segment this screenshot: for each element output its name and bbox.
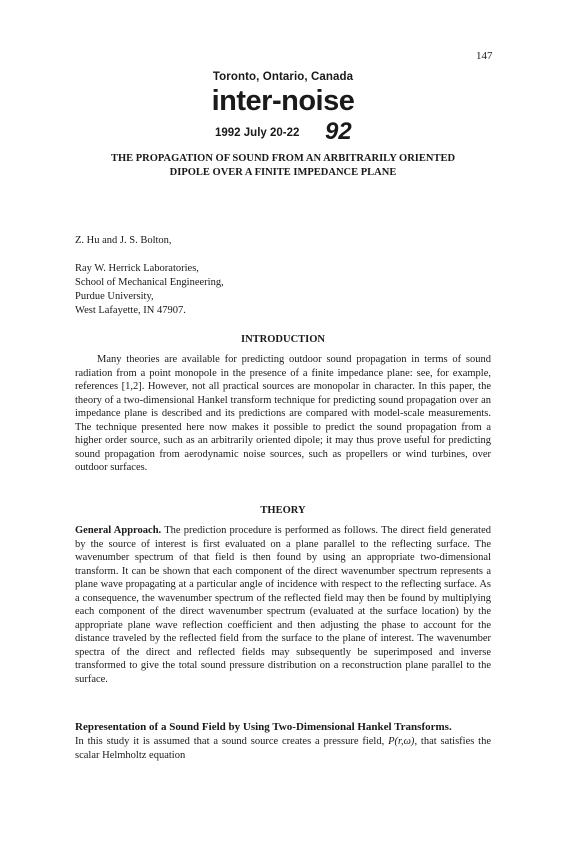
- title-line: DIPOLE OVER A FINITE IMPEDANCE PLANE: [169, 167, 397, 178]
- theory-heading: THEORY: [260, 505, 306, 516]
- representation-text-after: , that satisfies the scalar Helmholtz equation: [75, 736, 491, 761]
- affiliation-line: West Lafayette, IN 47907.: [75, 305, 186, 316]
- conference-logo: inter-noise: [211, 85, 355, 117]
- title-line: THE PROPAGATION OF SOUND FROM AN ARBITRARILY ORIENTED: [110, 153, 456, 164]
- general-approach-paragraph: [75, 524, 491, 686]
- general-approach-text: The prediction procedure is performed as follows. The direct field generated by the source of interest is first evaluated on a plane parallel to the reflecting surface. The wavenumber spectrum of that field is then found by using an appropriate two-dimensional transform. It can be shown that each component of the direct wavenumber spectrum represents a plane wave propagating at a particular angle of incidence with respect to the reflecting surface. As a consequence, the wavenumber spectrum of the reflected field may then be found by multiplying each component of the direct wavenumber spectrum (evaluated at the surface location) by the appropriate plane wave reflection coefficient and then adjusting the phase to account for the distance traveled by the reflected field from the surface to the plane of interest. The wavenumber spectra of the direct and reflected fields may subsequently be superimposed and inverse transformed to give the total sound pressure distribution on a reconstruction plane parallel to the surface.: [75, 525, 492, 685]
- introduction-paragraph: Many theories are available for predicting outdoor sound propagation in terms of sound radiation from a point monopole in the presence of a finite impedance plane: see, for example, references [1,2]. However, not all practical sources are monopolar in character. In this paper, the theory of a two-dimensional Hankel transform technique for predicting sound propagation over an impedance plane is described and its predictions are compared with model-scale measurements. The technique presented here now makes it possible to predict the sound propagation from a higher order source, such as an arbitrarily oriented dipole; it may thus prove useful for predicting sound propagation from aerodynamic noise sources, such as propellers or wind turbines, over outdoor surfaces.: [75, 354, 491, 473]
- affiliation-line: Ray W. Herrick Laboratories,: [75, 263, 199, 274]
- introduction-heading: INTRODUCTION: [240, 334, 325, 345]
- conference-location: Toronto, Ontario, Canada: [212, 71, 354, 83]
- page-number: 147: [476, 50, 493, 62]
- paper-title: [60, 152, 506, 180]
- affiliation-line: Purdue University,: [75, 291, 154, 302]
- conference-year-mark: 92: [325, 118, 352, 145]
- affiliation-line: School of Mechanical Engineering,: [75, 277, 224, 288]
- conference-date: 1992 July 20-22: [215, 127, 300, 139]
- affiliation: [75, 262, 224, 318]
- representation-heading: Representation of a Sound Field by Using Two-Dimensional Hankel Transforms.: [75, 721, 452, 733]
- general-approach-heading: General Approach.: [75, 525, 162, 536]
- pressure-field-symbol: P(r,ω): [388, 736, 415, 747]
- representation-paragraph: [75, 735, 491, 762]
- representation-text-before: In this study it is assumed that a sound source creates a pressure field,: [75, 736, 389, 747]
- authors: Z. Hu and J. S. Bolton,: [75, 235, 172, 246]
